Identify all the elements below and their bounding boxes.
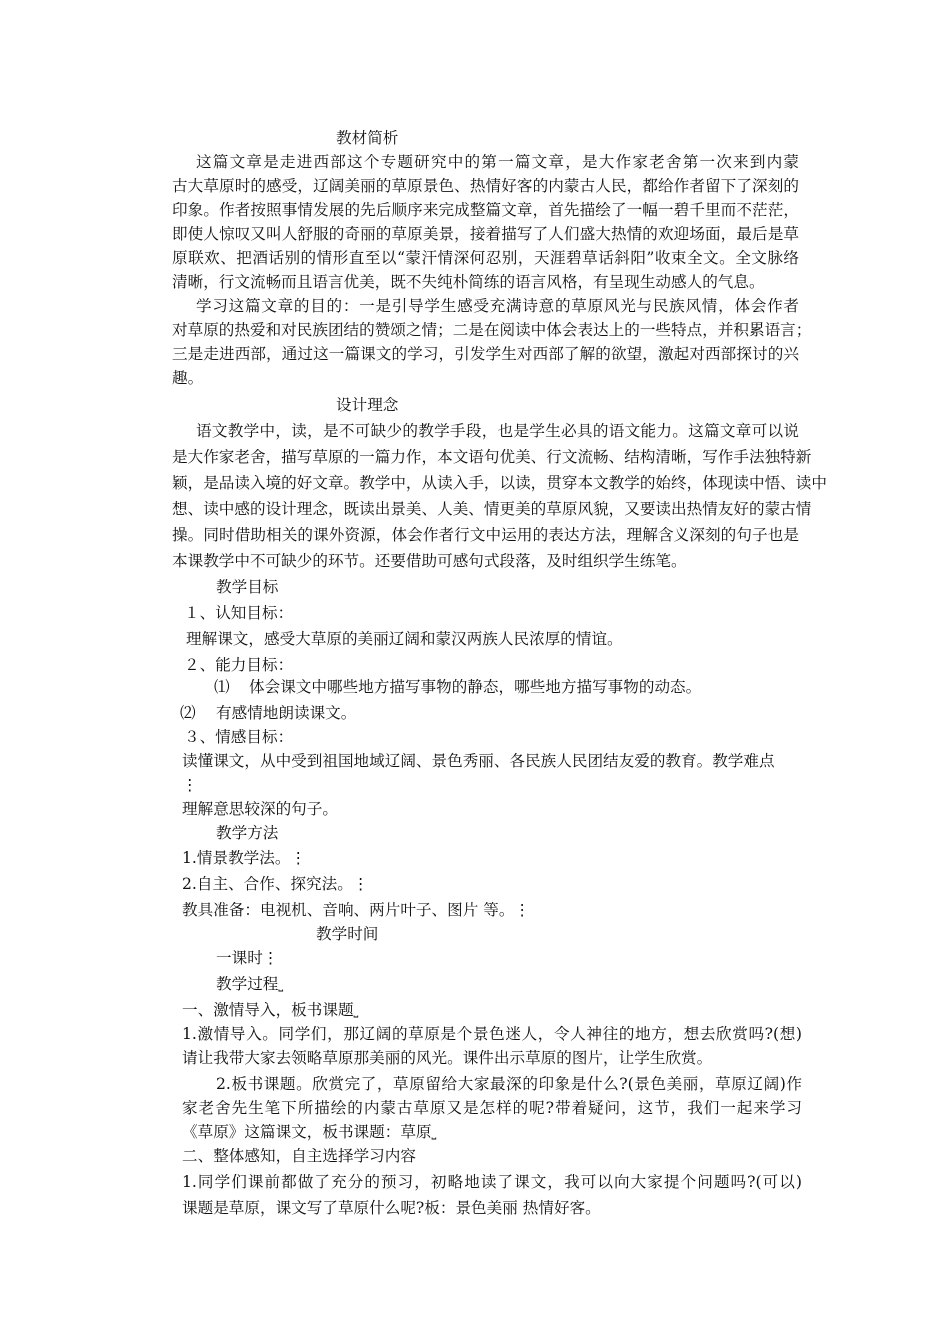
goal3-text: 读懂课文，从中受到祖国地域辽阔、景色秀丽、各民族人民团结友爱的教育。教学难点: [182, 752, 775, 770]
paragraph-mark: ⎵: [431, 1126, 437, 1140]
goal2-title: ２、能力目标：: [184, 656, 294, 674]
paragraph-line: 对草原的热爱和对民族团结的赞颂之情；二是在阅读中体会表达上的一些特点，并积累语言；: [172, 321, 812, 339]
tools-line: 教具准备：电视机、音响、两片叶子、图片 等。⋮: [182, 901, 531, 919]
paragraph-line: 1.同学们课前都做了充分的预习，初略地读了课文，我可以向大家提个问题吗?(可以): [182, 1173, 802, 1191]
paragraph-line: 学习这篇文章的目的：一是引导学生感受充满诗意的草原风光与民族风情，体会作者: [196, 297, 799, 315]
heading-time: 教学时间: [316, 925, 379, 943]
heading-goals: 教学目标: [216, 578, 279, 596]
paragraph-line: 颖，是品读入境的好文章。教学中，从读入手，以读，贯穿本文教学的始终，体现读中悟、读中: [172, 474, 827, 492]
goal2-item1-number: ⑴: [214, 678, 230, 696]
paragraph-line: 2.板书课题。欣赏完了，草原留给大家最深的印象是什么?(景色美丽，草原辽阔)作: [216, 1075, 802, 1093]
paragraph-line: 是大作家老舍，描写草原的一篇力作，本文语句优美、行文流畅、结构清晰，写作手法独特新: [172, 448, 812, 466]
paragraph-line: 清晰，行文流畅而且语言优美，既不失纯朴简练的语言风格，有呈现生动感人的气息。: [172, 273, 765, 291]
step1-title: 一、激情导入，板书课题⎵: [182, 1001, 359, 1019]
paragraph-mark: ⎵: [278, 978, 284, 992]
goal2-item2-number: ⑵: [180, 704, 196, 722]
paragraph-line: 古大草原时的感受，辽阔美丽的草原景色、热情好客的内蒙古人民，都给作者留下了深刻的: [172, 177, 799, 195]
step2-title: 二、整体感知，自主选择学习内容: [182, 1147, 416, 1165]
paragraph-line: 1.激情导入。同学们，那辽阔的草原是个景色迷人，令人神往的地方，想去欣赏吗?(想): [182, 1025, 803, 1043]
goal2-item2: 有感情地朗读课文。: [216, 704, 357, 722]
goal1-text: 理解课文，感受大草原的美丽辽阔和蒙汉两族人民浓厚的情谊。: [186, 630, 623, 648]
paragraph-line: 即使人惊叹又叫人舒服的奇丽的草原美景，接着描写了人们盛大热情的欢迎场面，最后是草: [172, 225, 799, 243]
time-text: 一课时⋮: [216, 949, 279, 967]
paragraph-line: 趣。: [172, 369, 204, 387]
heading-method: 教学方法: [216, 824, 279, 842]
paragraph-line: 请让我带大家去领略草原那美丽的风光。课件出示草原的图片，让学生欣赏。: [182, 1049, 713, 1067]
process-title: 教学过程⎵: [216, 975, 284, 993]
heading-analysis: 教材简析: [336, 129, 399, 147]
paragraph-line: 印象。作者按照事情发展的先后顺序来完成整篇文章，首先描绘了一幅一碧千里而不茫茫，: [172, 201, 799, 219]
paragraph-line: 语文教学中，读，是不可缺少的教学手段，也是学生必具的语文能力。这篇文章可以说: [196, 422, 799, 440]
paragraph-line: 《草原》这篇课文，板书课题：草原⎵: [182, 1123, 437, 1141]
paragraph-line: 家老舍先生笔下所描绘的内蒙古草原又是怎样的呢?带着疑问，这节，我们一起来学习: [182, 1099, 802, 1117]
colon-mark: ⋮: [182, 776, 198, 794]
method-item: 2.自主、合作、探究法。⋮: [182, 875, 369, 893]
goal3-title: ３、情感目标：: [184, 728, 294, 746]
goal2-item1: 体会课文中哪些地方描写事物的静态，哪些地方描写事物的动态。: [249, 678, 702, 696]
paragraph-line: 课题是草原，课文写了草原什么呢?板：景色美丽 热情好客。: [182, 1199, 601, 1217]
paragraph-line: 操。同时借助相关的课外资源，体会作者行文中运用的表达方法，理解含义深刻的句子也是: [172, 526, 799, 544]
paragraph-line: 想、读中感的设计理念，既读出景美、人美、情更美的草原风貌，又要读出热情友好的蒙古情: [172, 500, 812, 518]
heading-concept: 设计理念: [336, 396, 399, 414]
paragraph-line: 这篇文章是走进西部这个专题研究中的第一篇文章，是大作家老舍第一次来到内蒙: [196, 153, 799, 171]
method-item: 1.情景教学法。⋮: [182, 849, 307, 867]
paragraph-line: 本课教学中不可缺少的环节。还要借助可感句式段落，及时组织学生练笔。: [172, 552, 687, 570]
paragraph-line: 原联欢、把酒话别的情形直至以“蒙汗情深何忍别，天涯碧草话斜阳”收束全文。全文脉络: [172, 249, 799, 267]
paragraph-line: 三是走进西部，通过这一篇课文的学习，引发学生对西部了解的欲望，激起对西部探讨的兴: [172, 345, 799, 363]
paragraph-mark: ⎵: [353, 1004, 359, 1018]
difficulty-text: 理解意思较深的句子。: [182, 800, 338, 818]
goal1-title: １、认知目标：: [184, 604, 294, 622]
